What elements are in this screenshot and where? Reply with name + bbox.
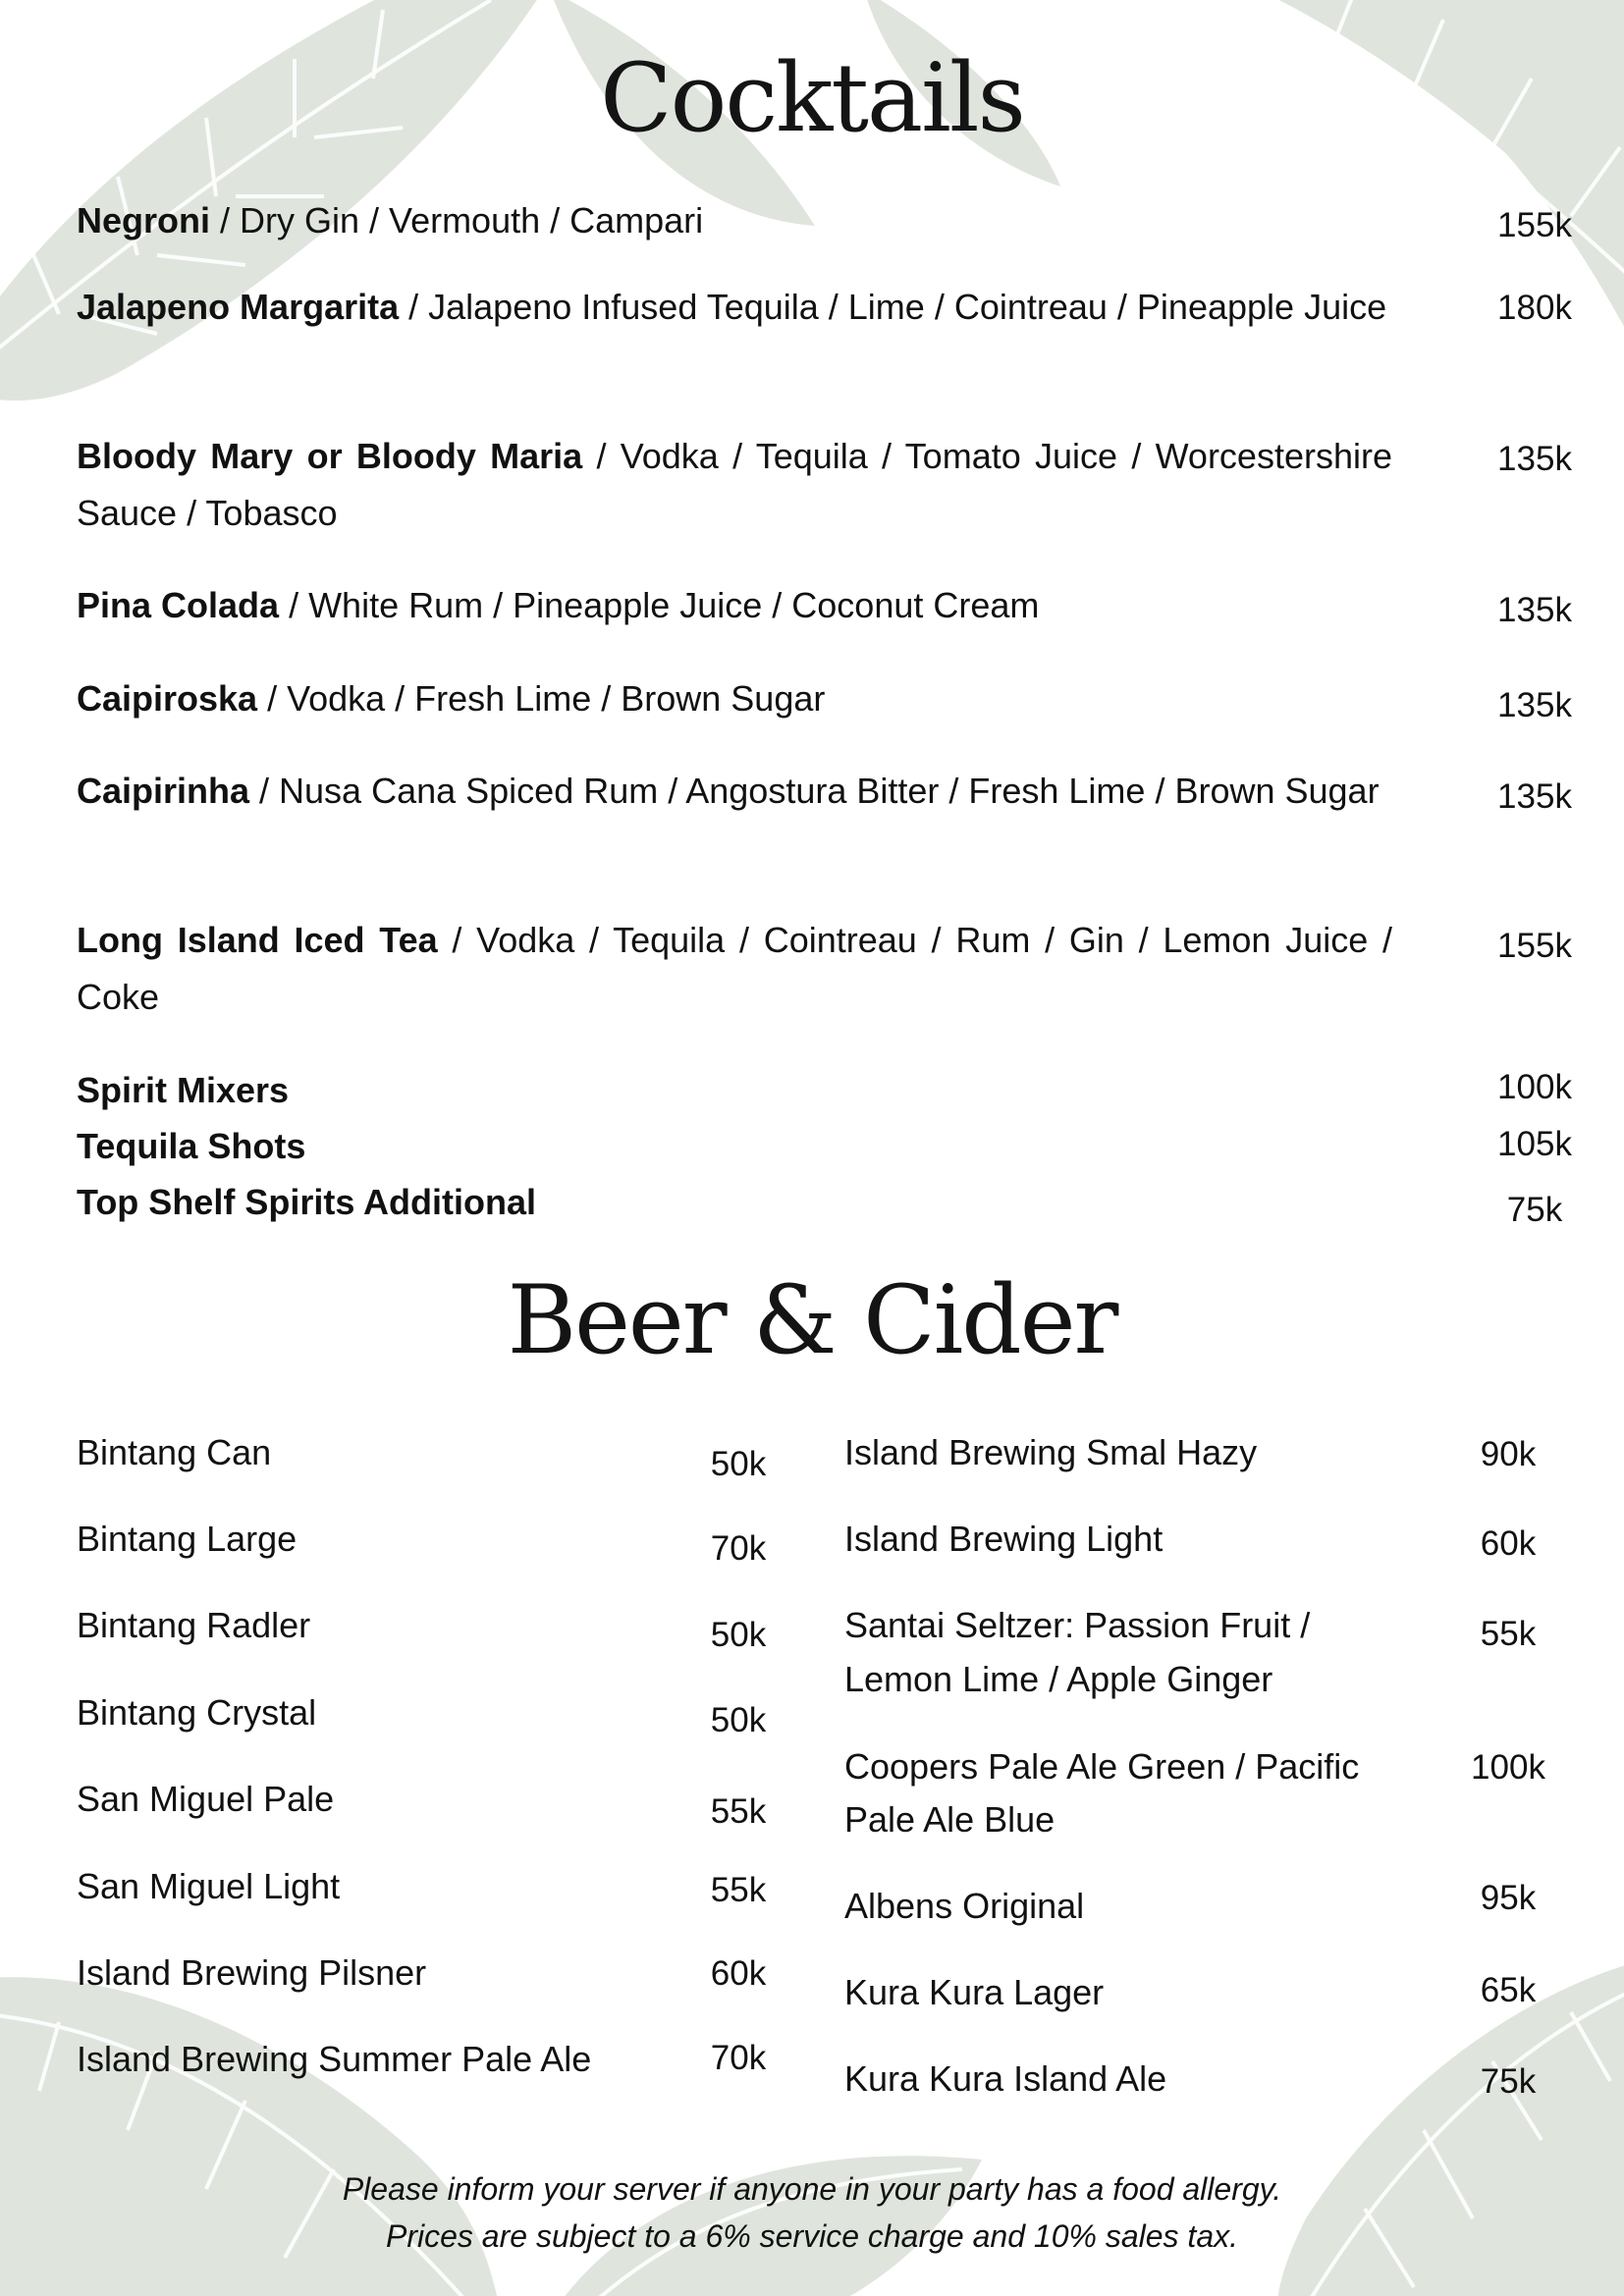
beer-item-name-continued: Lemon Lime / Apple Ginger bbox=[844, 1659, 1273, 1699]
allergy-notice: Please inform your server if anyone in your party has a food allergy. bbox=[342, 2171, 1282, 2207]
cocktail-description bbox=[77, 912, 1392, 1026]
cocktail-price: 135k bbox=[1497, 686, 1572, 724]
beer-item-name: Bintang Can bbox=[77, 1432, 272, 1472]
beer-item-price: 60k bbox=[1480, 1524, 1537, 1563]
beer-item-price: 70k bbox=[710, 2039, 767, 2077]
beer-item-name: Kura Kura Lager bbox=[844, 1972, 1105, 2012]
cocktail-description bbox=[77, 279, 1392, 336]
beer-item-price: 75k bbox=[1480, 2062, 1537, 2101]
cocktail-name: Jalapeno Margarita bbox=[77, 287, 400, 327]
beer-item-price: 60k bbox=[710, 1954, 767, 1993]
beer-item-price: 55k bbox=[710, 1792, 767, 1831]
beer-item-name: Island Brewing Light bbox=[844, 1519, 1164, 1559]
cocktail-name: Bloody Mary or Bloody Maria bbox=[77, 436, 583, 476]
spirit-extra-item bbox=[77, 1174, 1563, 1231]
extra-name: Tequila Shots bbox=[77, 1126, 306, 1166]
cocktail-ingredients: / Vodka / Tequila / Tomato Juice / Worcestershire Sauce / Tobasco bbox=[77, 436, 1392, 533]
cocktail-ingredients: / White Rum / Pineapple Juice / Coconut Cream bbox=[279, 585, 1040, 625]
cocktail-ingredients: / Vodka / Fresh Lime / Brown Sugar bbox=[257, 678, 826, 719]
beer-item-price: 65k bbox=[1480, 1971, 1537, 2009]
cocktail-price: 135k bbox=[1497, 440, 1572, 478]
beer-item-name: Island Brewing Smal Hazy bbox=[844, 1432, 1258, 1472]
cocktail-description bbox=[77, 192, 1392, 249]
beer-item-name: Coopers Pale Ale Green / Pacific bbox=[844, 1746, 1360, 1787]
cocktail-name: Negroni bbox=[77, 200, 211, 240]
cocktail-price: 180k bbox=[1497, 289, 1572, 327]
beer-item-price: 100k bbox=[1471, 1748, 1545, 1787]
beer-item-price: 50k bbox=[710, 1616, 767, 1654]
beer-item-name: San Miguel Pale bbox=[77, 1779, 335, 1819]
beer-item-price: 55k bbox=[710, 1871, 767, 1909]
beer-cider-title: Beer & Cider bbox=[507, 1265, 1117, 1375]
beer-item-price: 50k bbox=[710, 1445, 767, 1483]
cocktail-price: 155k bbox=[1497, 206, 1572, 244]
cocktail-name: Caipirinha bbox=[77, 771, 250, 811]
beer-item-name: Bintang Crystal bbox=[77, 1692, 317, 1733]
spirit-extra-item bbox=[77, 1118, 1572, 1175]
cocktail-description bbox=[77, 763, 1392, 820]
beer-item-name: Albens Original bbox=[844, 1886, 1085, 1926]
extra-name: Spirit Mixers bbox=[77, 1070, 290, 1110]
beer-item-name: Island Brewing Summer Pale Ale bbox=[77, 2039, 592, 2079]
cocktail-ingredients: / Vodka / Tequila / Cointreau / Rum / Gin / Lemon Juice / Coke bbox=[77, 920, 1392, 1017]
beer-item-price: 55k bbox=[1480, 1615, 1537, 1653]
beer-item-price: 95k bbox=[1480, 1879, 1537, 1917]
cocktail-ingredients: / Nusa Cana Spiced Rum / Angostura Bitter / Fresh Lime / Brown Sugar bbox=[249, 771, 1380, 811]
cocktail-name: Long Island Iced Tea bbox=[77, 920, 438, 960]
service-charge-notice: Prices are subject to a 6% service charge and 10% sales tax. bbox=[386, 2218, 1238, 2254]
beer-item-name: Island Brewing Pilsner bbox=[77, 1952, 427, 1993]
cocktail-price: 135k bbox=[1497, 777, 1572, 816]
beer-item-name: Santai Seltzer: Passion Fruit / bbox=[844, 1605, 1311, 1645]
cocktail-price: 155k bbox=[1497, 927, 1572, 965]
cocktails-title: Cocktails bbox=[600, 43, 1024, 153]
cocktail-ingredients: / Jalapeno Infused Tequila / Lime / Cointreau / Pineapple Juice bbox=[399, 287, 1387, 327]
extra-price: 100k bbox=[1497, 1068, 1572, 1106]
extra-price: 75k bbox=[1506, 1191, 1563, 1229]
cocktail-description bbox=[77, 577, 1392, 634]
extra-price: 105k bbox=[1497, 1125, 1572, 1163]
cocktail-name: Pina Colada bbox=[77, 585, 280, 625]
beer-item-name: San Miguel Light bbox=[77, 1866, 341, 1906]
cocktail-name: Caipiroska bbox=[77, 678, 258, 719]
beer-item-name: Kura Kura Island Ale bbox=[844, 2058, 1167, 2099]
extra-name: Top Shelf Spirits Additional bbox=[77, 1182, 536, 1222]
beer-item-name: Bintang Radler bbox=[77, 1605, 311, 1645]
cocktail-price: 135k bbox=[1497, 591, 1572, 629]
beer-item-price: 70k bbox=[710, 1529, 767, 1568]
beer-item-price: 50k bbox=[710, 1701, 767, 1739]
beer-item-name: Bintang Large bbox=[77, 1519, 298, 1559]
cocktail-description bbox=[77, 670, 1392, 727]
beer-item-name-continued: Pale Ale Blue bbox=[844, 1799, 1056, 1840]
spirit-extra-item bbox=[77, 1062, 1572, 1119]
cocktail-description bbox=[77, 428, 1392, 542]
beer-item-price: 90k bbox=[1480, 1435, 1537, 1473]
cocktail-ingredients: / Dry Gin / Vermouth / Campari bbox=[210, 200, 704, 240]
